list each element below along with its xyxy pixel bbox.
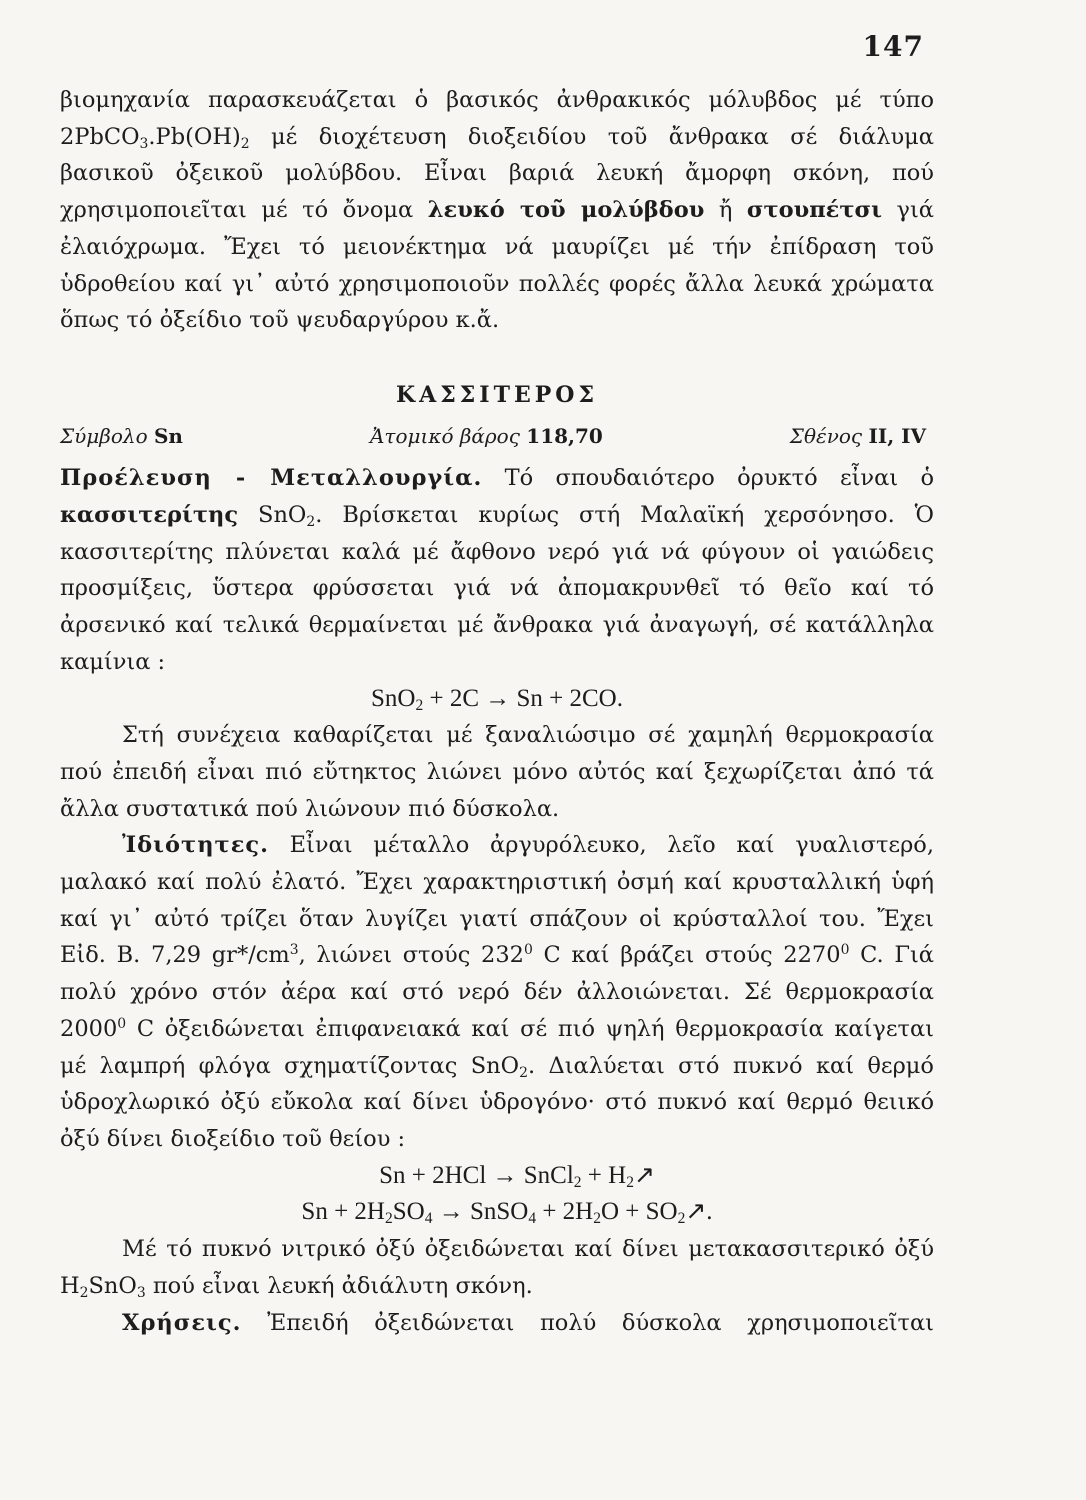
prop-text-6: . Διαλύεται στό πυκνό καί θερμό ὑδροχλωρικό ὀξύ εὔκολα καί δίνει ὑδρογόνο· στό πυκνό καί θερμό θειικό ὀξύ δίνει διοξείδιο τοῦ θείου :: [60, 1052, 934, 1152]
intro-text-2: .Pb(OH): [148, 123, 241, 150]
prop-text-5: C ὀξειδώνεται ἐπιφανειακά καί σέ πιό ψηλή θερμοκρασία καίγεται μέ λαμπρή φλόγα σχηματίζοντας SnO: [60, 1015, 934, 1079]
eq-part: SO: [392, 1198, 425, 1226]
uses-paragraph: [60, 1305, 934, 1342]
subscript: 3: [136, 1284, 146, 1301]
section-title: ΚΑΣΣΙΤΕΡΟΣ: [396, 381, 598, 408]
prop-text-2: , λιώνει στούς 232: [298, 942, 524, 969]
eq-part: SnO: [371, 684, 416, 712]
properties-heading: Ἰδιότητες.: [122, 832, 269, 859]
valence-value: II, IV: [868, 423, 926, 448]
origin-text-3: . Βρίσκεται κυρίως στή Μαλαϊκή χερσόνησο. Ὁ κασσιτερίτης πλύνεται καλά μέ ἄφθονο νερό γιά νά φύγουν οἱ γαιώδεις προσμίξεις, ὕστερα φρύσσεται γιά νά ἀπομακρυνθεῖ τό θεῖο καί τό ἀρσενικό καί τελικά θερμαίνεται μέ ἄνθρακα γιά ἀναγωγή, σέ κατάλληλα καμίνια :: [60, 502, 934, 675]
degree: 0: [523, 942, 533, 959]
subscript: 2: [519, 1064, 528, 1081]
origin-text-2: SnO: [238, 502, 307, 529]
page-number: 147: [862, 30, 924, 63]
superscript: 3: [289, 942, 299, 959]
atomic-weight-value: 118,70: [526, 423, 603, 448]
intro-text-3: μέ διοχέτευση διοξειδίου τοῦ ἄνθρακα σέ διάλυμα βασικοῦ ὀξεικοῦ μολύβδου. Εἶναι βαριά λευκή ἄμορφη σκόνη, πού χρησιμοποιεῖται μέ τό ὄνομα: [60, 123, 934, 224]
prop-text-1: Εἶναι μέταλλο ἀργυρόλευκο, λεῖο καί γυαλιστερό, μαλακό καί πολύ ἐλατό. Ἔχει χαρακτηριστική ὀσμή καί κρυσταλλική ὑφή καί γι᾿ αὐτό τρίζει ὅταν λυγίζει γιατί σπάζουν οἱ κρύσταλλοί του. Ἔχει Εἰδ. Β. 7,29 gr*/cm: [60, 832, 934, 969]
valence-label: Σθένος: [789, 423, 863, 448]
valence-field: [790, 418, 926, 455]
prop-text-4: C. Γιά πολύ χρόνο στόν ἀέρα καί στό νερό δέν ἀλλοιώνεται. Σέ θερμοκρασία 2000: [60, 942, 934, 1042]
term-cassiterite: κασσιτερίτης: [60, 502, 239, 529]
degree: 0: [117, 1015, 127, 1032]
intro-paragraph: [60, 82, 934, 339]
eq-part: → SnSO: [432, 1198, 529, 1226]
subscript: 2: [240, 135, 250, 152]
subscript: 2: [415, 696, 424, 714]
nitric-text-3: πού εἶναι λευκή ἀδιάλυτη σκόνη.: [145, 1272, 533, 1299]
element-meta: [60, 418, 934, 455]
page-body: [60, 82, 934, 1341]
equation-h2so4: [60, 1194, 934, 1231]
subscript: 2: [79, 1284, 89, 1301]
gas-arrow-icon: ↗: [633, 1161, 655, 1189]
eq-part: + 2C → Sn + 2CO.: [423, 684, 623, 712]
equation-reduction: [60, 681, 934, 718]
eq-part: Sn + 2HCl → SnCl: [379, 1161, 574, 1189]
gas-arrow-icon: ↗.: [685, 1198, 713, 1226]
atomic-weight-label: Ἀτομικό βάρος: [369, 423, 520, 448]
eq-part: + H: [581, 1161, 627, 1189]
symbol-label: Σύμβολο: [60, 423, 148, 448]
properties-paragraph: [60, 827, 934, 1157]
prop-text-3: C καί βράζει στούς 2270: [532, 942, 841, 969]
eq-part: Sn + 2H: [301, 1198, 385, 1226]
symbol-field: [60, 418, 183, 455]
subscript: 2: [573, 1173, 582, 1191]
subscript: 2: [626, 1173, 634, 1191]
intro-text-5: γιά ἐλαιόχρωμα. Ἔχει τό μειονέκτημα νά μαυρίζει μέ τήν ἐπίδραση τοῦ ὑδροθείου καί γι᾿ αὐτό χρησιμοποιοῦν πολλές φορές ἄλλα λευκά χρώματα ὅπως τό ὀξείδιο τοῦ ψευδαργύρου κ.ἄ.: [60, 197, 934, 334]
origin-after-paragraph: Στή συνέχεια καθαρίζεται μέ ξαναλιώσιμο σέ χαμηλή θερμοκρασία πού ἐπειδή εἶναι πιό εὔτηκτος λιώνει μόνο αὐτός καί ξεχωρίζεται ἀπό τά ἄλλα συστατικά πού λιώνουν πιό δύσκολα.: [60, 722, 934, 822]
subscript: 2: [593, 1210, 601, 1228]
atomic-weight-field: [370, 418, 603, 455]
eq-part: + 2H: [536, 1198, 594, 1226]
degree: 0: [840, 942, 850, 959]
uses-heading: Χρήσεις.: [122, 1309, 242, 1336]
origin-paragraph: [60, 460, 934, 680]
origin-text-1: Τό σπουδαιότερο ὀρυκτό εἶναι ὁ: [482, 465, 934, 492]
subscript: 4: [528, 1210, 537, 1228]
equation-hcl: [60, 1158, 934, 1195]
eq-part: O + SO: [600, 1198, 678, 1226]
intro-text-1: βιομηχανία παρασκευάζεται ὁ βασικός ἀνθρακικός μόλυβδος μέ τύπο 2PbCO: [60, 87, 934, 150]
subscript: 2: [677, 1210, 686, 1228]
term-stoupetsi: στουπέτσι: [746, 197, 882, 224]
origin-heading: Προέλευση - Μεταλλουργία.: [60, 465, 483, 492]
term-white-lead: λευκό τοῦ μολύβδου: [427, 197, 705, 224]
subscript: 3: [139, 135, 149, 152]
subscript: 2: [384, 1210, 393, 1228]
intro-text-4: ἤ: [704, 197, 747, 224]
uses-text-1: Ἐπειδή ὀξειδώνεται πολύ δύσκολα χρησιμοποιεῖται: [241, 1309, 934, 1336]
nitric-text-1: Μέ τό πυκνό νιτρικό ὀξύ ὀξειδώνεται καί δίνει μετακασσιτερικό ὀξύ H: [60, 1236, 934, 1299]
nitric-paragraph: [60, 1231, 934, 1304]
nitric-text-2: SnO: [88, 1272, 137, 1299]
subscript: 4: [424, 1210, 433, 1228]
subscript: 2: [306, 514, 316, 531]
symbol-value: Sn: [153, 423, 183, 448]
